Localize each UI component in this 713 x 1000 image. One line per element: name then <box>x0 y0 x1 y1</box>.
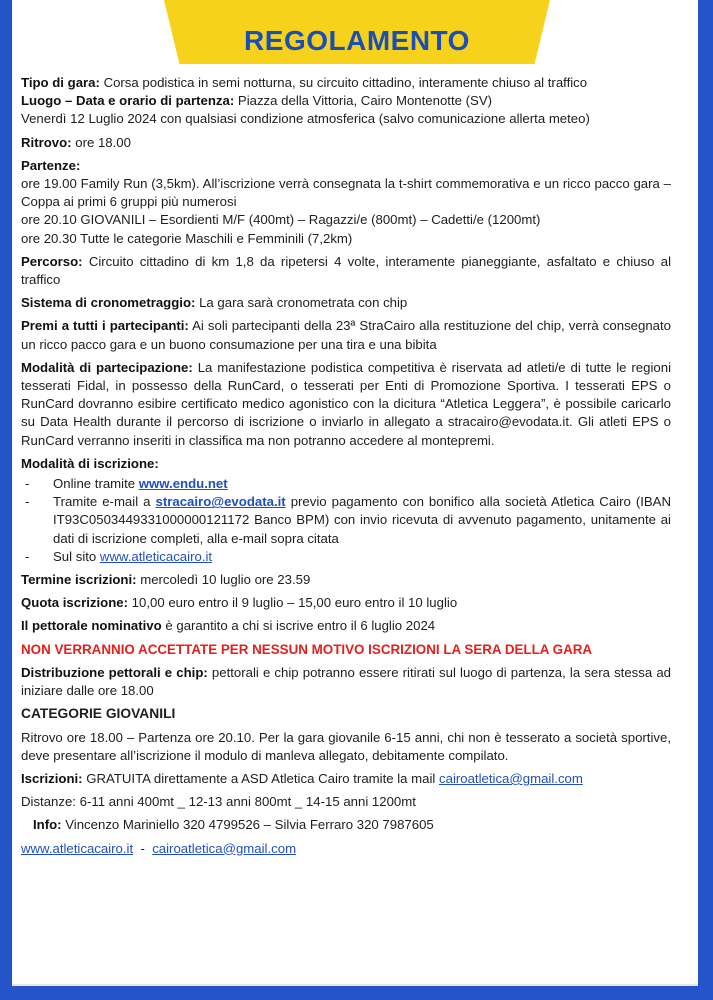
sistema-section <box>21 294 671 312</box>
ritrovo-section <box>21 134 671 152</box>
info-section <box>21 816 671 834</box>
stracairo-email-link[interactable]: stracairo@evodata.it <box>155 494 286 510</box>
pettorale-section <box>21 617 671 635</box>
info-text: Vincenzo Mariniello 320 4799526 – Silvia Ferraro 320 7987605 <box>65 817 434 833</box>
percorso-section <box>21 253 671 289</box>
sistema-text: La gara sarà cronometrata con chip <box>199 295 408 311</box>
cairoatletica-email-link[interactable]: cairoatletica@gmail.com <box>439 770 583 786</box>
categorie-heading: CATEGORIE GIOVANILI <box>21 706 176 722</box>
luogo-label: Luogo – Data e orario di partenza: <box>21 93 235 109</box>
tipo-text: Corsa podistica in semi notturna, su circuito cittadino, interamente chiuso al traffico <box>103 75 588 90</box>
premi-text: Ai soli partecipanti della 23ª StraCairo alla restituzione del chip, verrà consegnato un ricco pacco gara e un buono consumazione per una tira e una bibita <box>21 318 671 352</box>
list-item <box>21 548 671 566</box>
sistema-label: Sistema di cronometraggio: <box>21 295 196 311</box>
dash-bullet: - <box>25 476 30 492</box>
categorie-text: Ritrovo ore 18.00 – Partenza ore 20.10. Per la gara giovanile 6-15 anni, chi non è tesserato a società sportive, deve presentare all’iscrizione il modulo di manleva allegato, debitamente compilato. <box>21 729 671 763</box>
warning-notice: NON VERRANNIO ACCETTATE PER NESSUN MOTIVO ISCRIZIONI LA SERA DELLA GARA <box>21 641 593 657</box>
percorso-text: Circuito cittadino di km 1,8 da ripetersi 4 volte, interamente pianeggiante, asfaltato e chiuso al traffico <box>21 253 672 288</box>
list-item <box>21 475 671 493</box>
distribuzione-text: pettorali e chip potranno essere ritirati sul luogo di partenza, la sera stessa ad iniziare dalle ore 18.00 <box>21 664 672 699</box>
distanze-section: Distanze: 6-11 anni 400mt _ 12-13 anni 800mt _ 14-15 anni 1200mt <box>21 794 416 810</box>
partecipazione-text: La manifestazione podistica competitiva è riservata ad atleti/e di tutte le regioni tesserati Fidal, in possesso della RunCard, o tesserati per Enti di Promozione Sportiva. I tesserati EPS o RunCard dovranno esibire certificato medico agonistico con la dicitura “Atletica Leggera”, è possibile caricarlo su Data Health durante il percorso di iscrizione o inviarlo in allegato a stracairo@evodata.it. Gli atleti EPS o RunCard verranno inseriti in classifica ma non potranno accedere al montepremi. <box>21 359 672 448</box>
tipo-section <box>21 74 671 92</box>
luogo-section <box>21 92 671 128</box>
dash-bullet: - <box>25 494 30 510</box>
distribuzione-section <box>21 664 671 700</box>
partenze-line-giovanili: ore 20.10 GIOVANILI – Esordienti M/F (400mt) – Ragazzi/e (800mt) – Cadetti/e (1200mt) <box>21 212 541 228</box>
iscrizione-label: Modalità di iscrizione: <box>21 455 159 471</box>
tipo-label: Tipo di gara: <box>21 75 100 90</box>
termine-label: Termine iscrizioni: <box>21 572 137 588</box>
list-item <box>21 493 671 548</box>
endu-link[interactable]: www.endu.net <box>138 476 228 492</box>
iscrizioni-label: Iscrizioni: <box>21 770 83 786</box>
iscrizione-section <box>21 455 671 473</box>
ritrovo-text: ore 18.00 <box>75 134 131 150</box>
info-label: Info: <box>33 817 62 833</box>
atleticacairo-link[interactable]: www.atleticacairo.it <box>99 548 213 564</box>
luogo-date: Venerdì 12 Luglio 2024 con qualsiasi condizione atmosferica (salvo comunicazione allerta meteo) <box>21 111 590 127</box>
quota-section <box>21 594 671 612</box>
partenze-line-family: ore 19.00 Family Run (3,5km). All’iscrizione verrà consegnata la t-shirt commemorativa e un ricco pacco gara – Coppa ai primi 6 gruppi più numerosi <box>21 176 671 210</box>
email-prefix: Tramite e-mail a <box>53 494 151 510</box>
footer-links <box>21 840 671 858</box>
site-prefix: Sul sito <box>53 548 97 564</box>
footer-separator: - <box>140 840 145 856</box>
pettorale-label: Il pettorale nominativo <box>21 618 162 634</box>
page-title: REGOLAMENTO <box>244 25 470 56</box>
partenze-line-categorie: ore 20.30 Tutte le categorie Maschili e Femminili (7,2km) <box>21 230 353 246</box>
iscrizione-list <box>21 475 671 566</box>
percorso-label: Percorso: <box>21 253 83 269</box>
premi-label: Premi a tutti i partecipanti: <box>21 318 189 334</box>
termine-text: mercoledì 10 luglio ore 23.59 <box>140 572 311 588</box>
termine-section <box>21 571 671 589</box>
dash-bullet: - <box>25 548 30 564</box>
email-details: previo pagamento con bonifico alla società Atletica Cairo (IBAN IT93C0503449331000000121172 Banco BPM) con invio ricevuta di avvenuto pagamento, unitamente ai dati di iscrizione completi, alla e-mail sopra citata <box>53 494 672 546</box>
regulation-content <box>21 74 671 863</box>
iscrizioni-text: GRATUITA direttamente a ASD Atletica Cairo tramite la mail <box>86 770 436 786</box>
partenze-section <box>21 157 671 248</box>
partecipazione-section <box>21 359 671 450</box>
quota-label: Quota iscrizione: <box>21 595 128 611</box>
pettorale-text: è garantito a chi si iscrive entro il 6 luglio 2024 <box>165 618 436 634</box>
distribuzione-label: Distribuzione pettorali e chip: <box>21 664 208 680</box>
partenze-label: Partenze: <box>21 157 81 173</box>
premi-section <box>21 317 671 353</box>
ritrovo-label: Ritrovo: <box>21 134 72 150</box>
quota-text: 10,00 euro entro il 9 luglio – 15,00 euro entro il 10 luglio <box>131 595 458 611</box>
partecipazione-label: Modalità di partecipazione: <box>21 359 193 375</box>
luogo-text: Piazza della Vittoria, Cairo Montenotte (SV) <box>237 93 493 109</box>
footer-site-link[interactable]: www.atleticacairo.it <box>21 840 134 856</box>
footer-email-link[interactable]: cairoatletica@gmail.com <box>152 840 297 856</box>
online-prefix: Online tramite <box>53 476 136 492</box>
iscrizioni-section <box>21 770 671 788</box>
